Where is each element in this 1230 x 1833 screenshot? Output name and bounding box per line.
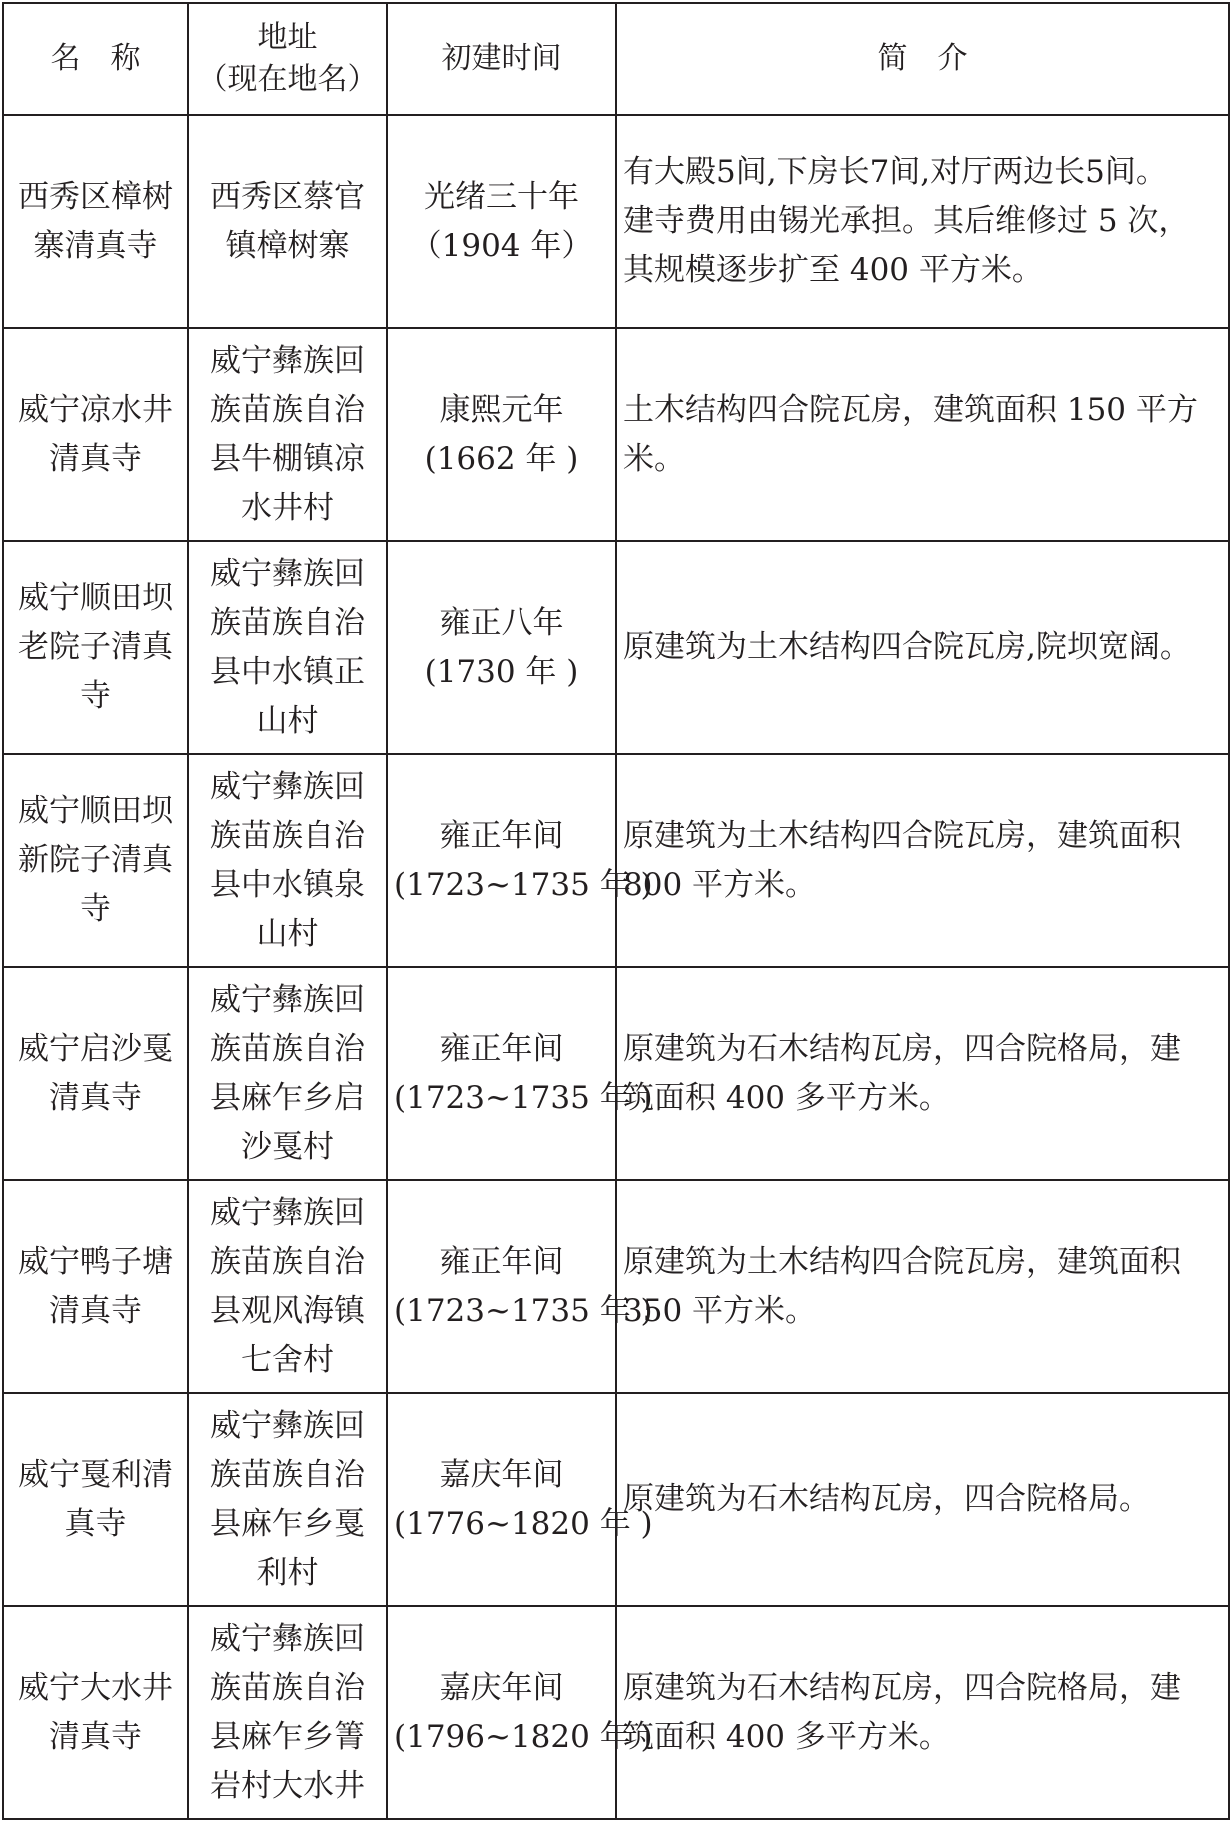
header-label: （现在地名） [197, 62, 378, 97]
cell-line: (1723~1735 年 ) [394, 1079, 653, 1116]
cell-line: 威宁顺田坝 [18, 580, 173, 616]
cell-address [188, 967, 387, 1180]
cell-line: 原建筑为土木结构四合院瓦房，建筑面积 [623, 1243, 1181, 1280]
table-row [3, 754, 1229, 967]
cell-description [616, 1393, 1229, 1606]
cell-line: 族苗族自治 [210, 1030, 365, 1067]
cell-line: 清真寺 [49, 1718, 142, 1755]
cell-line: 光绪三十年 [424, 178, 579, 215]
cell-line: 原建筑为石木结构瓦房，四合院格局，建 [623, 1669, 1181, 1706]
cell-line: 西秀区蔡官 [210, 178, 365, 215]
cell-name [3, 1606, 188, 1819]
header-name [3, 3, 188, 115]
cell-line: 族苗族自治 [210, 1243, 365, 1280]
table-row [3, 115, 1229, 328]
cell-line: 县中水镇正 [210, 653, 365, 690]
cell-line: 族苗族自治 [210, 1669, 365, 1706]
cell-line: 雍正年间 [439, 1243, 564, 1280]
cell-line: 县麻乍乡启 [210, 1079, 365, 1116]
cell-line: 有大殿5间,下房长7间,对厅两边长5间。 [623, 154, 1167, 190]
cell-built-time [387, 115, 616, 328]
header-description [616, 3, 1229, 115]
cell-line: 威宁彝族回 [210, 1620, 365, 1657]
cell-line: 雍正八年 [439, 604, 564, 641]
table-row [3, 1606, 1229, 1819]
cell-name [3, 115, 188, 328]
cell-line: 镇樟树寨 [225, 227, 350, 264]
header-label: 初建时间 [441, 41, 562, 76]
cell-line: 清真寺 [49, 1079, 142, 1116]
cell-line: 寨清真寺 [33, 227, 158, 264]
cell-line: 威宁彝族回 [210, 1407, 365, 1444]
cell-line: 威宁彝族回 [210, 555, 365, 592]
cell-built-time [387, 1180, 653, 1393]
cell-built-time [387, 541, 616, 754]
cell-line: (1723~1735 年 ) [394, 866, 653, 903]
cell-line: 350 平方米。 [623, 1292, 817, 1329]
cell-line: 真寺 [64, 1505, 127, 1542]
cell-address [188, 1606, 387, 1819]
cell-line: 县中水镇泉 [210, 866, 365, 903]
cell-line: (1662 年 ) [424, 440, 579, 477]
cell-description [616, 1180, 1229, 1393]
cell-line: 山村 [256, 702, 319, 739]
cell-built-time [387, 1606, 653, 1819]
cell-line: 雍正年间 [439, 1030, 564, 1067]
mosque-table [2, 2, 1230, 1820]
header-address [188, 3, 387, 115]
cell-line: 西秀区樟树 [18, 178, 173, 215]
header-label: 地址 [257, 20, 318, 55]
cell-description [616, 754, 1229, 967]
cell-address [188, 754, 387, 967]
cell-name [3, 967, 188, 1180]
cell-description [616, 328, 1229, 541]
cell-line: 县牛棚镇凉 [210, 440, 365, 477]
cell-line: (1796~1820 年 ) [394, 1718, 653, 1755]
table-header-row [3, 3, 1229, 115]
cell-line: 岩村大水井 [210, 1767, 365, 1804]
cell-built-time [387, 328, 616, 541]
cell-line: 威宁彝族回 [210, 768, 365, 805]
header-built-time [387, 3, 616, 115]
cell-line: 水井村 [241, 489, 334, 526]
cell-line: 嘉庆年间 [439, 1456, 564, 1493]
cell-line: (1730 年 ) [424, 653, 579, 690]
cell-name [3, 754, 188, 967]
cell-line: 老院子清真 [18, 629, 173, 665]
cell-line: 其规模逐步扩至 400 平方米。 [623, 252, 1043, 288]
cell-line: 威宁顺田坝 [18, 793, 173, 829]
table-row [3, 967, 1229, 1180]
cell-line: 族苗族自治 [210, 1456, 365, 1493]
cell-line: 沙戛村 [241, 1128, 334, 1165]
cell-line: 七舍村 [241, 1341, 334, 1378]
cell-line: 寺 [80, 891, 111, 927]
cell-built-time [387, 754, 653, 967]
cell-line: 威宁戛利清 [18, 1456, 173, 1493]
cell-address [188, 1180, 387, 1393]
cell-line: 威宁彝族回 [210, 342, 365, 379]
cell-line: 原建筑为土木结构四合院瓦房,院坝宽阔。 [623, 629, 1191, 665]
cell-line: 族苗族自治 [210, 604, 365, 641]
cell-line: 筑面积 400 多平方米。 [623, 1718, 950, 1755]
table-row [3, 1393, 1229, 1606]
cell-line: 利村 [256, 1554, 319, 1591]
cell-address [188, 115, 387, 328]
cell-line: 土木结构四合院瓦房，建筑面积 150 平方 [623, 391, 1198, 428]
cell-line: 威宁大水井 [18, 1669, 173, 1706]
cell-description [616, 541, 1229, 754]
cell-address [188, 1393, 387, 1606]
table-row [3, 1180, 1229, 1393]
cell-line: 县麻乍乡戛 [210, 1505, 365, 1542]
cell-line: 原建筑为土木结构四合院瓦房，建筑面积 [623, 817, 1181, 854]
cell-address [188, 328, 387, 541]
cell-line: 康熙元年 [439, 391, 564, 428]
cell-line: 原建筑为石木结构瓦房，四合院格局，建 [623, 1030, 1181, 1067]
cell-line: 威宁启沙戛 [18, 1030, 173, 1067]
cell-name [3, 541, 188, 754]
cell-name [3, 1393, 188, 1606]
cell-built-time [387, 967, 653, 1180]
cell-line: 县观风海镇 [210, 1292, 365, 1329]
cell-description [616, 1606, 1229, 1819]
cell-line: 米。 [623, 440, 685, 477]
cell-line: 寺 [80, 678, 111, 714]
cell-line: 嘉庆年间 [439, 1669, 564, 1706]
cell-name [3, 1180, 188, 1393]
cell-line: 威宁凉水井 [18, 391, 173, 428]
cell-line: （1904 年） [410, 227, 593, 264]
cell-line: 山村 [256, 915, 319, 952]
cell-line: 族苗族自治 [210, 817, 365, 854]
cell-built-time [387, 1393, 653, 1606]
header-label: 名 称 [50, 41, 141, 76]
cell-line: 原建筑为石木结构瓦房，四合院格局。 [623, 1481, 1150, 1517]
cell-line: 县麻乍乡箐 [210, 1718, 365, 1755]
cell-name [3, 328, 188, 541]
cell-line: 威宁彝族回 [210, 1194, 365, 1231]
cell-line: 建寺费用由锡光承担。其后维修过 5 次， [623, 203, 1190, 239]
cell-line: 清真寺 [49, 440, 142, 477]
cell-line: (1723~1735 年 ) [394, 1292, 653, 1329]
cell-line: 雍正年间 [439, 817, 564, 854]
table-row [3, 328, 1229, 541]
cell-line: 筑面积 400 多平方米。 [623, 1079, 950, 1116]
header-label: 简 介 [877, 41, 968, 76]
cell-line: 威宁彝族回 [210, 981, 365, 1018]
cell-line: 族苗族自治 [210, 391, 365, 428]
cell-line: 清真寺 [49, 1292, 142, 1329]
cell-line: (1776~1820 年 ) [394, 1505, 653, 1542]
table-row [3, 541, 1229, 754]
cell-description [616, 115, 1229, 328]
cell-address [188, 541, 387, 754]
cell-line: 800 平方米。 [623, 866, 817, 903]
cell-line: 威宁鸭子塘 [18, 1243, 173, 1280]
cell-line: 新院子清真 [18, 842, 173, 878]
cell-description [616, 967, 1229, 1180]
